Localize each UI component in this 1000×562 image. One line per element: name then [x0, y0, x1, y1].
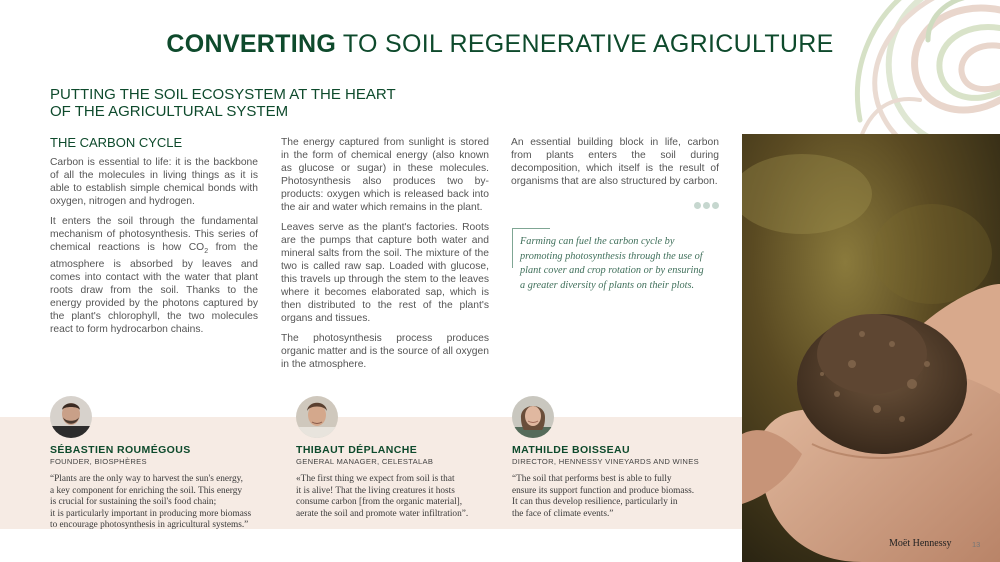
person-name: THIBAUT DÉPLANCHE — [296, 444, 418, 456]
text-column-3 — [511, 136, 719, 195]
person-name: SÉBASTIEN ROUMÉGOUS — [50, 444, 191, 456]
subscript: 2 — [204, 248, 209, 256]
soil-hands-photo — [742, 134, 1000, 562]
brand-logo: Moët Hennessy — [889, 538, 952, 549]
text-column-1 — [50, 136, 258, 343]
ellipsis-dots-icon — [694, 196, 722, 204]
avatar — [50, 396, 92, 438]
person-name: MATHILDE BOISSEAU — [512, 444, 631, 456]
person-role: GENERAL MANAGER, CELESTALAB — [296, 457, 434, 466]
decorative-swirl-graphic — [800, 0, 1000, 150]
page-title — [0, 30, 1000, 59]
quote-rule-vertical — [512, 228, 513, 268]
testimonial-thibaut — [296, 396, 526, 520]
person-quote: «The first thing we expect from soil is that it is alive! That the living creatures it hosts consume carbon [from the organic material], aerate the soil and promote water infiltration”. — [296, 474, 469, 519]
paragraph: An essential building block in life, carbon from plants enters the soil during decomposition, which itself is the result of organisms that are also structured by carbon. — [511, 137, 719, 187]
person-role: DIRECTOR, HENNESSY VINEYARDS AND WINES — [512, 457, 699, 466]
person-quote: “The soil that performs best is able to fully ensure its support function and produce biomass. It can thus develop resilience, particularly in the face of climate events.” — [512, 474, 695, 519]
testimonial-mathilde — [512, 396, 742, 520]
paragraph: The energy captured from sunlight is stored in the form of chemical energy (also known as glucose or sugar) in these molecules. Photosynthesis also produces two by-products: oxygen which is released back into the air and water which remains in the plant. — [281, 137, 489, 213]
page-title-rest: TO SOIL REGENERATIVE AGRICULTURE — [336, 30, 834, 58]
page-title-strong: CONVERTING — [166, 30, 337, 58]
soil-hands-illustration — [742, 134, 1000, 562]
page-subtitle: PUTTING THE SOIL ECOSYSTEM AT THE HEART OF THE AGRICULTURAL SYSTEM — [50, 86, 396, 120]
paragraph — [50, 215, 258, 336]
avatar — [512, 396, 554, 438]
pull-quote-text: Farming can fuel the carbon cycle by promoting photosynthesis through the use of plant cover and crop rotation or by ensuring a greater diversity of plants on their plots. — [520, 236, 704, 291]
text-column-2 — [281, 136, 489, 378]
testimonial-sebastien — [50, 396, 280, 532]
paragraph: Leaves serve as the plant's factories. Roots are the pumps that capture both water and mineral salts from the soil. The mixture of the two is called raw sap. Loaded with glucose, this travels up through the stem to the leaves where it becomes elaborated sap, which is then distributed to the rest of the plant's organs and tissues. — [281, 222, 489, 324]
quote-rule — [512, 228, 550, 229]
paragraph-text: It enters the soil through the fundamental mechanism of photosynthesis. This series of chemical reactions is how CO — [50, 216, 258, 253]
avatar — [296, 396, 338, 438]
person-role: FOUNDER, BIOSPHÈRES — [50, 457, 147, 466]
paragraph: The photosynthesis process produces organic matter and is the source of all oxygen in the atmosphere. — [281, 333, 489, 370]
person-quote: “Plants are the only way to harvest the sun's energy, a key component for enriching the soil. This energy is crucial for sustaining the soil's food chain; it is particularly important in producing more biomass to encourage photosynthesis in agricultural systems.” — [50, 474, 252, 531]
page-number: 13 — [972, 540, 981, 549]
paragraph: Carbon is essential to life: it is the backbone of all the molecules in living things as it is able to establish simple chemical bonds with oxygen, nitrogen and hydrogen. — [50, 157, 258, 207]
paragraph-text: from the atmosphere is absorbed by leaves and comes into contact with the water that plant roots draw from the soil. Thanks to the energy provided by the photons captured by the plant's chlorophyll, the two molecules react to form hydrocarbon chains. — [50, 242, 258, 336]
section-heading: THE CARBON CYCLE — [50, 135, 183, 150]
